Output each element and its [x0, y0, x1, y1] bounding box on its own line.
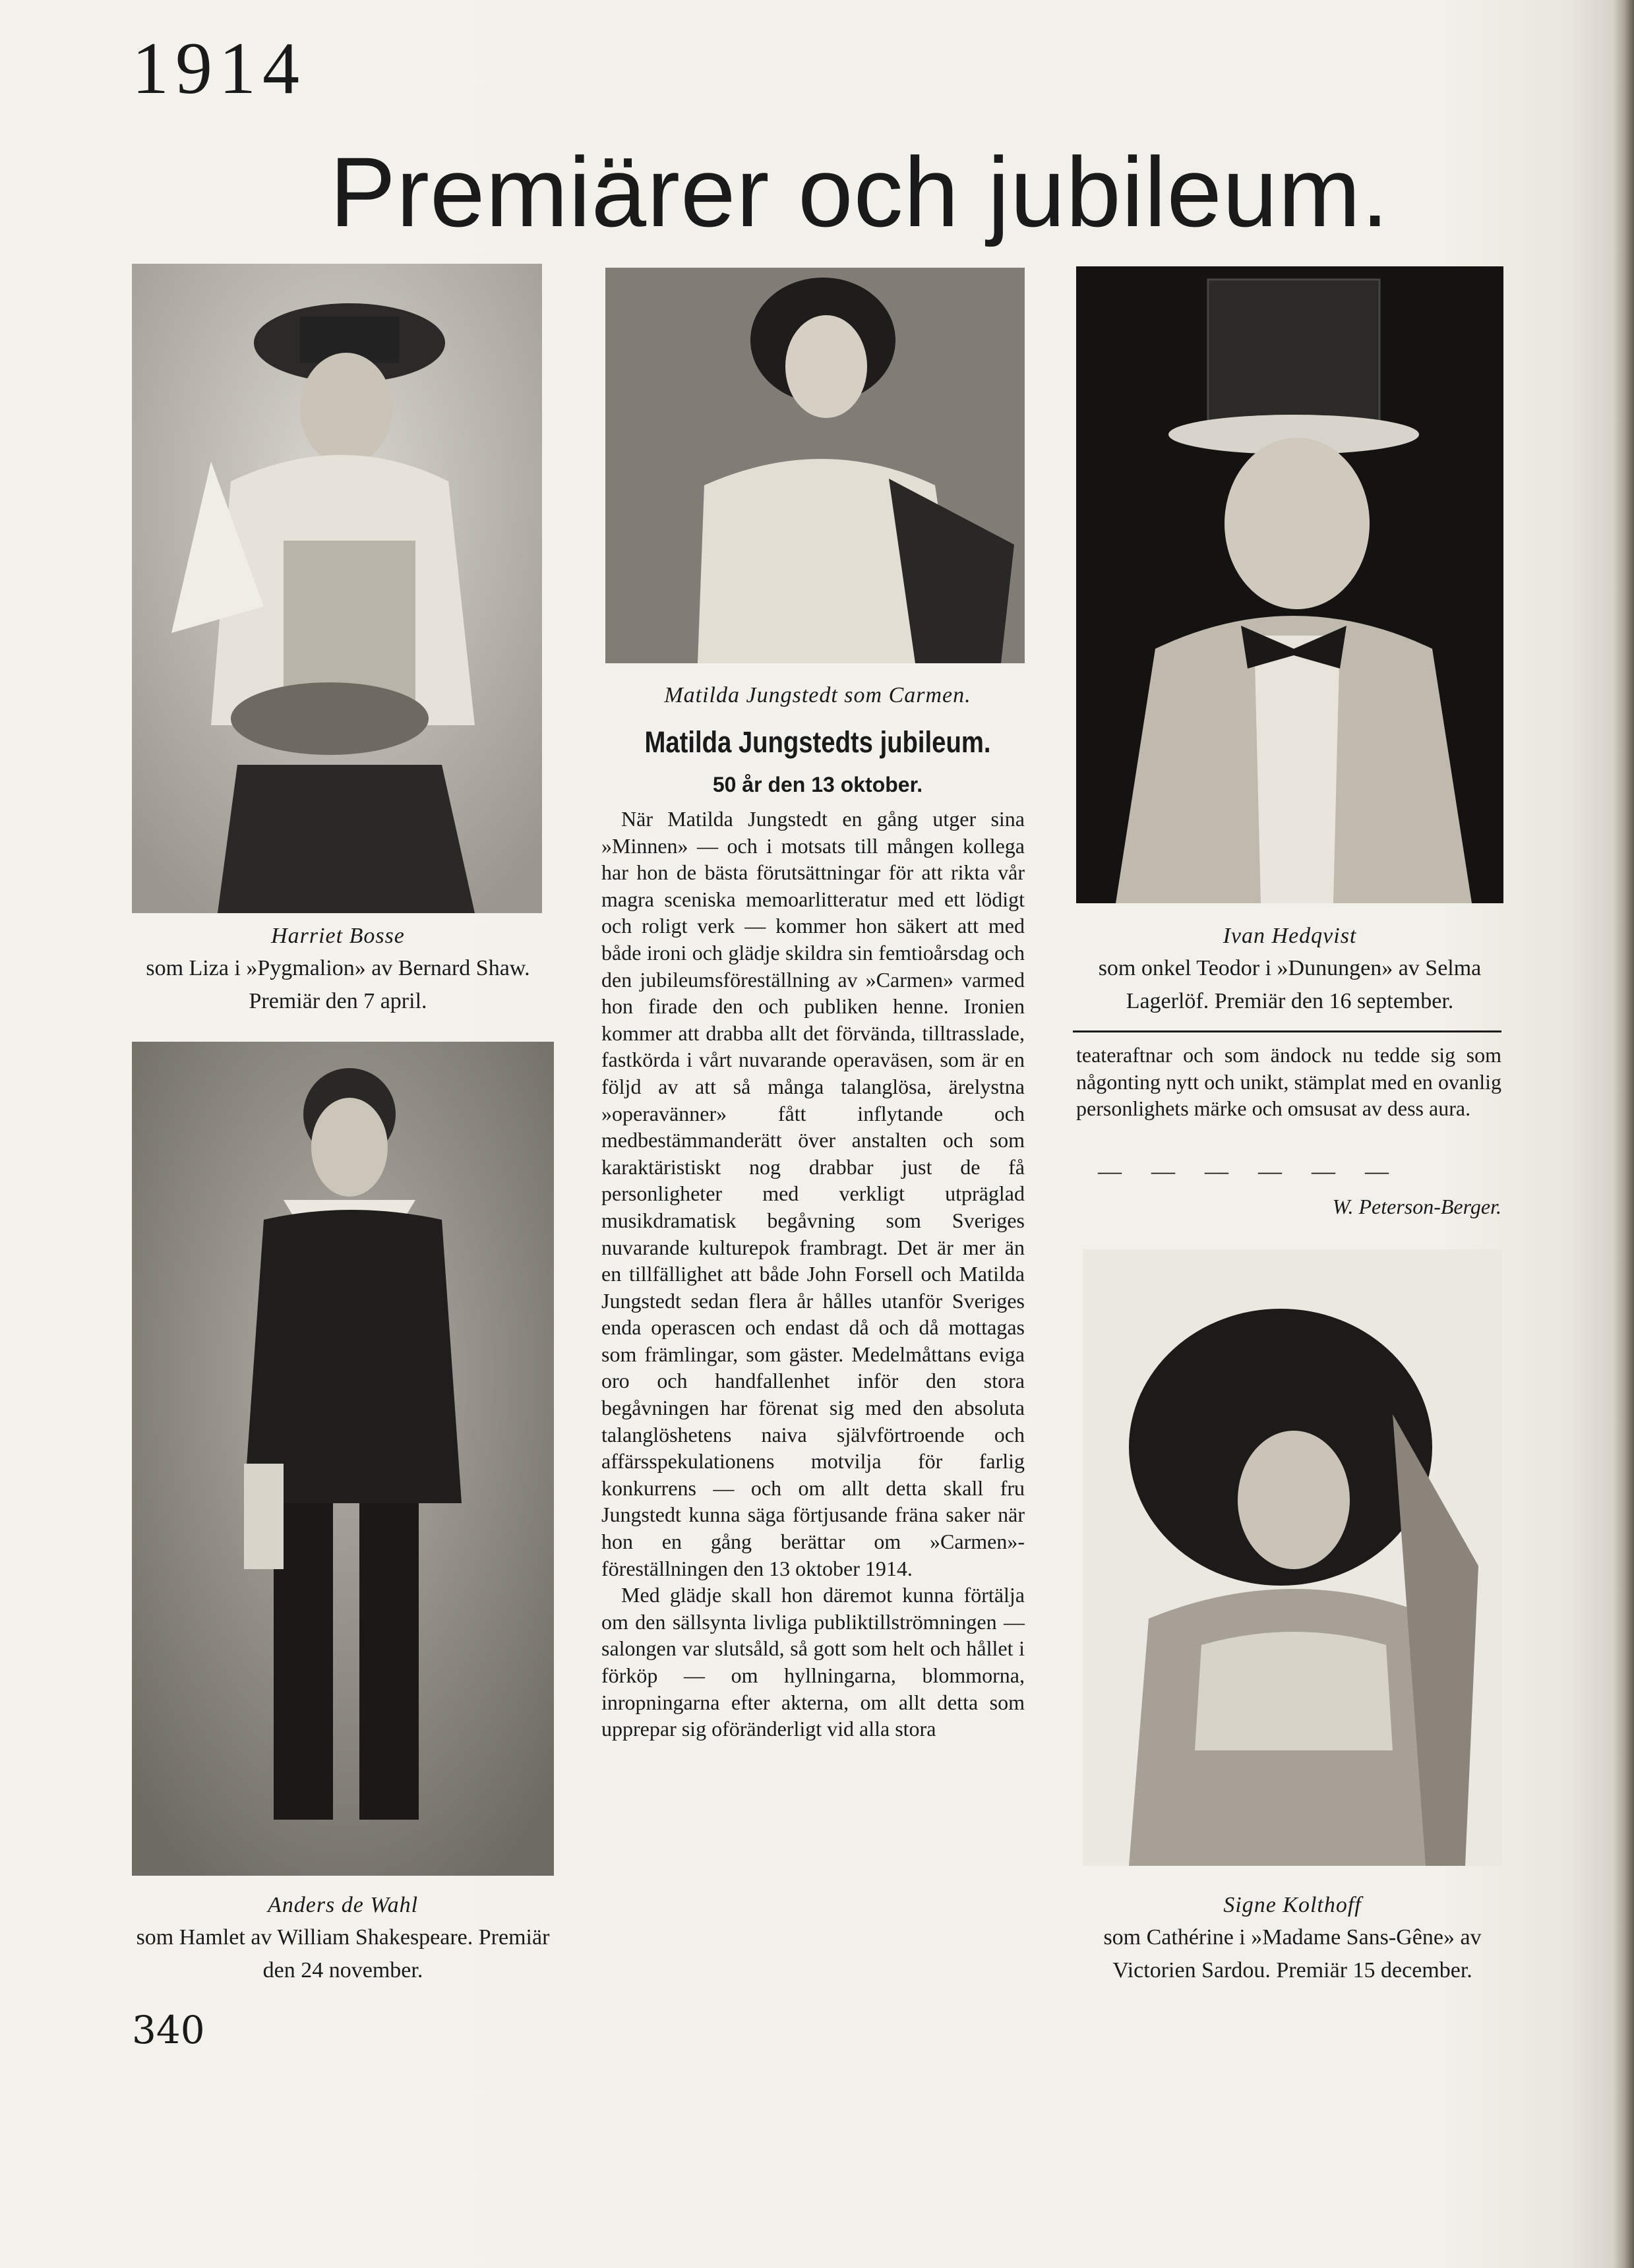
portrait-woman-hat-icon [132, 264, 542, 913]
caption-signe-kolthoff [1068, 1889, 1517, 1986]
article-body [601, 806, 1025, 1743]
caption-name: Anders de Wahl [267, 1893, 419, 1917]
book-spine-shadow [1613, 0, 1634, 2268]
portrait-man-top-hat-icon [1076, 266, 1503, 903]
article-paragraph-1: När Matilda Jungstedt en gång utger sina »Minnen» — och i motsats till mången kollega har hon de bästa förutsättningar för att rikta vår magra sceniska memoarlitteratur med ett lödigt och roligt verk — kommer hon säkert att med både ironi och glädje skildra sin femtioårsdag och den jubileumsföreställning av »Carmen» varmed hon firade den och publiken henne. Ironien kommer att drabba allt det förvända, tilltrasslade, fastkörda i vårt nuvarande operaväsen, som är en följd av att så många talanglösa, ärelystna »operavänner» fått inflytande och medbestämmanderätt över anstalten och som karaktäristiskt nog drabbar just de få personligheter med verkligt utpräglad musikdramatisk begåvning som Sveriges nuvarande kulturepok frambragt. Det är mer än en tillfällighet att både John Forsell och Matilda Jungstedt sedan flera år hålles utanför Sveriges enda operascen och endast då och då mottagas som främlingar, som gäster. Medelmåttans eviga oro och handfallenhet inför den stora begåvningen har förenat sig med den absoluta talanglöshetens naiva självförtroende och affärsspekulationens motvilja för farlig konkurrens — och om allt detta skall fru Jungstedt kunna säga förtjusande fräna saker när hon en gång berättar om »Carmen»-föreställningen den 13 oktober 1914. [601, 807, 1025, 1580]
caption-desc: som Hamlet av William Shakespeare. Premiär den 24 november. [136, 1925, 550, 1983]
article-continuation-paragraph: teateraftnar och som ändock nu tedde sig som någonting nytt och unikt, stämplat med en ovanlig personlighets märke och omsusat av dess aura. [1076, 1043, 1501, 1121]
article-subtitle: 50 år den 13 oktober. [712, 773, 923, 796]
column-divider-rule [1073, 1030, 1501, 1032]
caption-matilda-jungstedt [593, 679, 1042, 711]
page-headline: Premiärer och jubileum. [330, 136, 1389, 247]
photo-matilda-jungstedt [605, 268, 1025, 663]
photo-anders-de-wahl [132, 1042, 554, 1876]
caption-name: Harriet Bosse [271, 924, 405, 948]
year-heading: 1914 [132, 28, 306, 109]
caption-desc: som Cathérine i »Madame Sans-Gêne» av Victorien Sardou. Premiär 15 december. [1103, 1925, 1482, 1983]
photo-harriet-bosse [132, 264, 542, 913]
photo-ivan-hedqvist [1076, 266, 1503, 903]
caption-name: Matilda Jungstedt som Carmen. [664, 683, 971, 707]
article-title: Matilda Jungstedts jubileum. [644, 725, 991, 759]
author-signature: W. Peterson-Berger. [1332, 1195, 1501, 1218]
caption-anders-de-wahl [125, 1889, 560, 1986]
caption-name: Ivan Hedqvist [1223, 924, 1357, 948]
caption-desc: som Liza i »Pygmalion» av Bernard Shaw. Premiär den 7 april. [146, 956, 530, 1013]
article-continuation [1076, 1042, 1501, 1122]
portrait-woman-curls-icon [1083, 1249, 1502, 1866]
portrait-man-hamlet-icon [132, 1042, 554, 1876]
portrait-woman-carmen-icon [605, 268, 1025, 663]
caption-harriet-bosse [125, 920, 551, 1017]
caption-desc: som onkel Teodor i »Dunungen» av Selma Lagerlöf. Premiär den 16 september. [1098, 956, 1482, 1013]
page-number: 340 [132, 2008, 205, 2052]
caption-ivan-hedqvist [1068, 920, 1511, 1017]
section-dashes: — — — — — — [1098, 1158, 1401, 1184]
caption-name: Signe Kolthoff [1223, 1893, 1362, 1917]
article-paragraph-2: Med glädje skall hon däremot kunna förtälja om den sällsynta livliga publiktillströmningen — salongen var slutsåld, så gott som helt och hållet i förköp — om hyllningarna, blommorna, inropningarna efter akterna, om allt detta som upprepar sig oföränderligt vid alla stora [601, 1583, 1025, 1741]
photo-signe-kolthoff [1083, 1249, 1502, 1866]
